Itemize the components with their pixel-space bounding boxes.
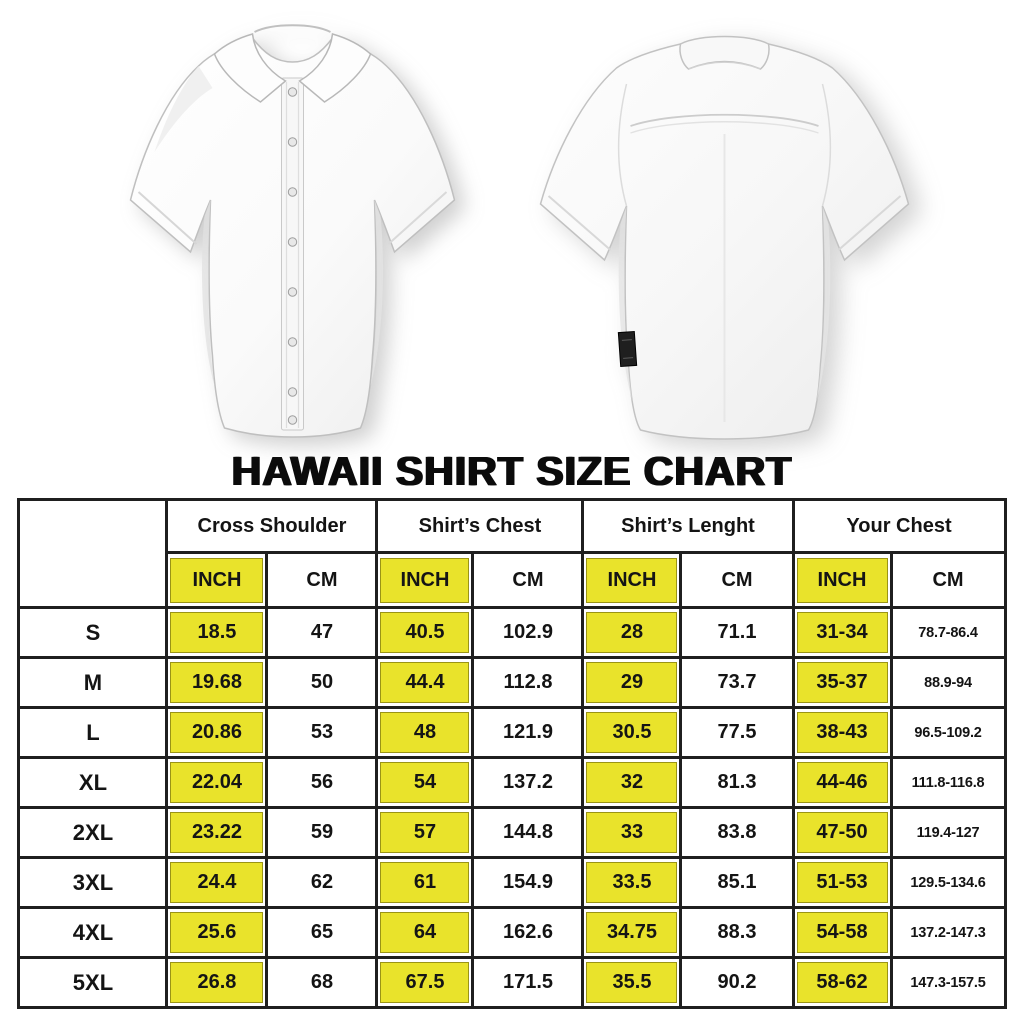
value-cell-cm: 112.8 (473, 658, 583, 708)
size-label-cell: M (19, 658, 167, 708)
value-cell-inch: 35-37 (793, 658, 891, 708)
table-row-m (19, 658, 1005, 708)
table-row-5xl (19, 958, 1005, 1008)
value-cell-inch: 33.5 (583, 858, 681, 908)
group-header-shirts-chest: Shirt’s Chest (377, 500, 583, 553)
value-cell-inch: 38-43 (793, 708, 891, 758)
table-row-3xl (19, 858, 1005, 908)
value-cell-cm: 85.1 (681, 858, 793, 908)
value-cell-cm: 71.1 (681, 608, 793, 658)
value-cell-cm: 77.5 (681, 708, 793, 758)
value-cell-inch: 48 (377, 708, 473, 758)
subheader-cm: CM (681, 553, 793, 608)
value-cell-cm: 162.6 (473, 908, 583, 958)
value-cell-inch: 31-34 (793, 608, 891, 658)
value-cell-cm: 68 (267, 958, 377, 1008)
inch-highlight: INCH (170, 558, 263, 603)
value-cell-inch: 22.04 (167, 758, 267, 808)
value-cell-inch: 32 (583, 758, 681, 808)
value-cell-inch: 25.6 (167, 908, 267, 958)
subheader-cm: CM (473, 553, 583, 608)
subheader-inch (167, 553, 267, 608)
value-cell-inch: 33 (583, 808, 681, 858)
value-cell-cm: 62 (267, 858, 377, 908)
value-cell-inch: 28 (583, 608, 681, 658)
value-cell-cm: 129.5-134.6 (891, 858, 1005, 908)
table-row-l (19, 708, 1005, 758)
size-label-cell: 2XL (19, 808, 167, 858)
size-label-cell: 5XL (19, 958, 167, 1008)
value-cell-cm: 81.3 (681, 758, 793, 808)
value-cell-inch: 26.8 (167, 958, 267, 1008)
value-cell-inch: 44-46 (793, 758, 891, 808)
page-title: HAWAII SHIRT SIZE CHART (231, 448, 793, 494)
table-row-2xl (19, 808, 1005, 858)
value-cell-cm: 56 (267, 758, 377, 808)
value-cell-cm: 102.9 (473, 608, 583, 658)
size-label-cell: XL (19, 758, 167, 808)
value-cell-inch: 54 (377, 758, 473, 808)
subheader-inch (377, 553, 473, 608)
value-cell-cm: 73.7 (681, 658, 793, 708)
value-cell-inch: 30.5 (583, 708, 681, 758)
value-cell-inch: 58-62 (793, 958, 891, 1008)
value-cell-cm: 88.3 (681, 908, 793, 958)
value-cell-cm: 65 (267, 908, 377, 958)
value-cell-cm: 147.3-157.5 (891, 958, 1005, 1008)
value-cell-cm: 144.8 (473, 808, 583, 858)
shirt-photos-section (0, 0, 1024, 446)
value-cell-inch: 29 (583, 658, 681, 708)
value-cell-inch: 24.4 (167, 858, 267, 908)
subheader-cm: CM (267, 553, 377, 608)
subheader-inch (793, 553, 891, 608)
value-cell-inch: 34.75 (583, 908, 681, 958)
group-header-shirts-length: Shirt’s Lenght (583, 500, 793, 553)
value-cell-cm: 90.2 (681, 958, 793, 1008)
value-cell-inch: 44.4 (377, 658, 473, 708)
value-cell-inch: 20.86 (167, 708, 267, 758)
back-side-tag (618, 331, 636, 366)
value-cell-inch: 54-58 (793, 908, 891, 958)
value-cell-cm: 78.7-86.4 (891, 608, 1005, 658)
value-cell-cm: 137.2-147.3 (891, 908, 1005, 958)
value-cell-cm: 111.8-116.8 (891, 758, 1005, 808)
value-cell-inch: 47-50 (793, 808, 891, 858)
value-cell-cm: 96.5-109.2 (891, 708, 1005, 758)
corner-cell (19, 500, 167, 608)
shirt-back-image (512, 14, 937, 442)
size-label-cell: S (19, 608, 167, 658)
table-row-xl (19, 758, 1005, 808)
value-cell-cm: 121.9 (473, 708, 583, 758)
size-label-cell: 4XL (19, 908, 167, 958)
value-cell-inch: 23.22 (167, 808, 267, 858)
size-chart-table (17, 498, 1006, 1009)
value-cell-inch: 67.5 (377, 958, 473, 1008)
subheader-inch (583, 553, 681, 608)
table-row-s (19, 608, 1005, 658)
inch-highlight: INCH (797, 558, 888, 603)
value-cell-inch: 35.5 (583, 958, 681, 1008)
value-cell-cm: 59 (267, 808, 377, 858)
value-cell-cm: 83.8 (681, 808, 793, 858)
value-cell-cm: 137.2 (473, 758, 583, 808)
size-label-cell: 3XL (19, 858, 167, 908)
inch-highlight: INCH (586, 558, 677, 603)
group-header-your-chest: Your Chest (793, 500, 1005, 553)
value-cell-cm: 53 (267, 708, 377, 758)
value-cell-cm: 88.9-94 (891, 658, 1005, 708)
value-cell-inch: 64 (377, 908, 473, 958)
size-label-cell: L (19, 708, 167, 758)
value-cell-cm: 50 (267, 658, 377, 708)
shirt-front-image (100, 4, 485, 446)
value-cell-cm: 47 (267, 608, 377, 658)
value-cell-cm: 171.5 (473, 958, 583, 1008)
value-cell-inch: 57 (377, 808, 473, 858)
front-button-placket (282, 78, 304, 430)
value-cell-cm: 154.9 (473, 858, 583, 908)
value-cell-inch: 51-53 (793, 858, 891, 908)
value-cell-inch: 18.5 (167, 608, 267, 658)
group-header-cross-shoulder: Cross Shoulder (167, 500, 377, 553)
value-cell-inch: 40.5 (377, 608, 473, 658)
value-cell-inch: 19.68 (167, 658, 267, 708)
table-row-4xl (19, 908, 1005, 958)
inch-highlight: INCH (380, 558, 469, 603)
value-cell-inch: 61 (377, 858, 473, 908)
value-cell-cm: 119.4-127 (891, 808, 1005, 858)
subheader-cm: CM (891, 553, 1005, 608)
